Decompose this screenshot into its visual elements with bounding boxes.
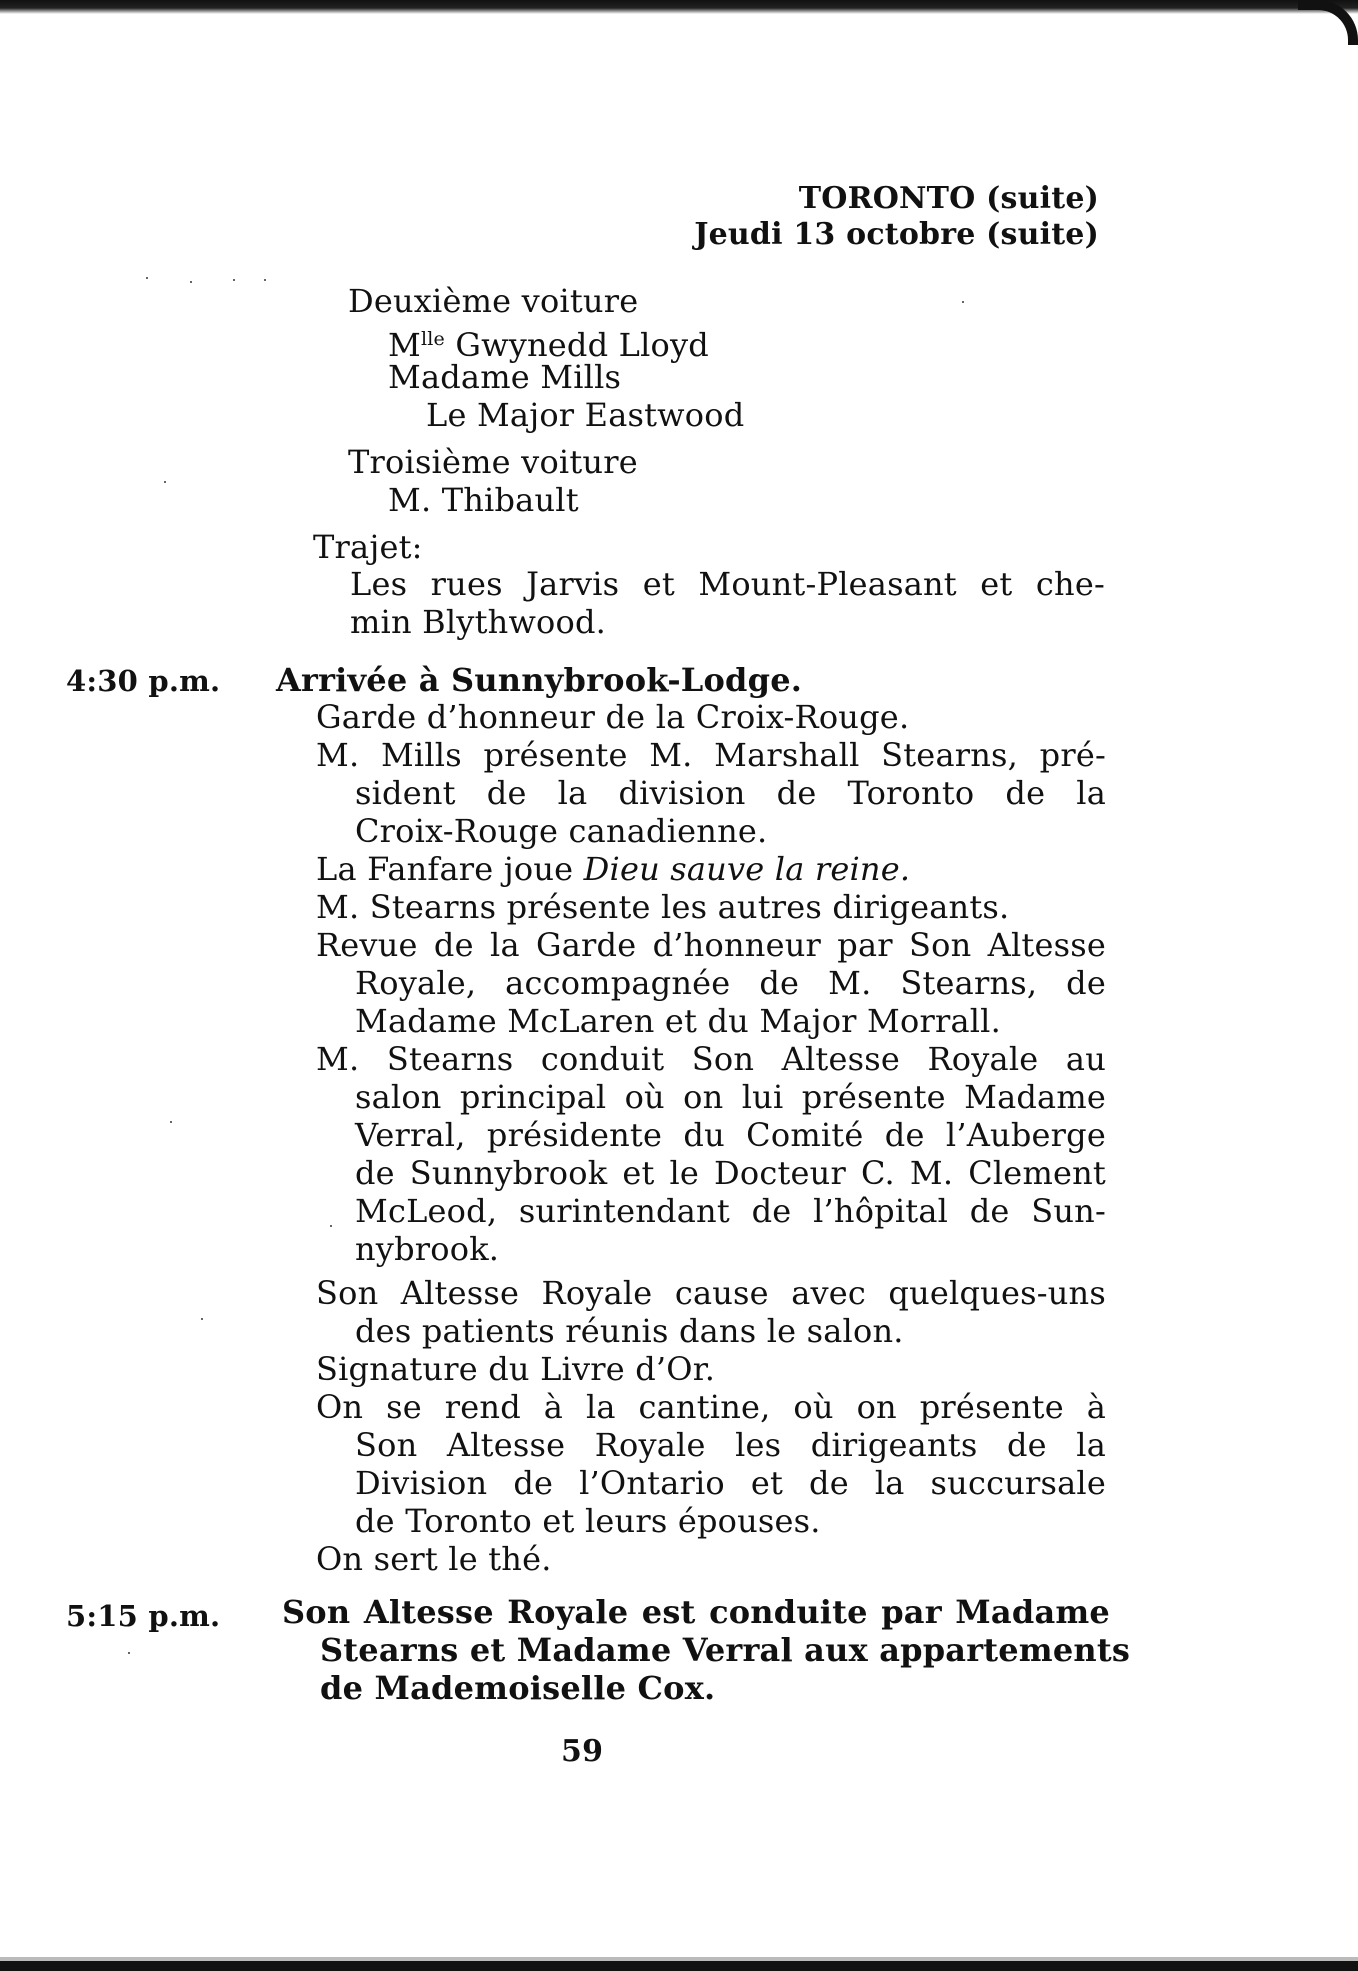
entry-line: Signature du Livre d’Or. — [316, 1350, 716, 1388]
page-number: 59 — [561, 1734, 604, 1769]
scan-speck — [164, 481, 166, 483]
entry-line: Stearns et Madame Verral aux appartements — [320, 1631, 1131, 1669]
fanfare-line — [316, 850, 910, 888]
mlle-name: Gwynedd Lloyd — [455, 326, 709, 364]
scan-speck — [962, 301, 964, 303]
scan-bottom-edge — [0, 1961, 1358, 1971]
entry-line: Verral, présidente du Comité de l’Auberge — [355, 1116, 1106, 1154]
entry-line: des patients réunis dans le salon. — [355, 1312, 904, 1350]
entry-line: Garde d’honneur de la Croix-Rouge. — [316, 698, 910, 736]
scan-top-edge — [0, 0, 1358, 14]
entry-line: de Sunnybrook et le Docteur C. M. Clement — [355, 1154, 1106, 1192]
entry-line: On sert le thé. — [316, 1540, 552, 1578]
entry-line: de Mademoiselle Cox. — [320, 1669, 716, 1707]
scan-speck — [128, 1652, 130, 1654]
entry-line: salon principal où on lui présente Madame — [355, 1078, 1106, 1116]
scan-speck — [330, 1225, 332, 1227]
third-car-title: Troisième voiture — [348, 443, 638, 481]
entry-line: Division de l’Ontario et de la succursale — [355, 1464, 1106, 1502]
entry-line: Madame McLaren et du Major Morrall. — [355, 1002, 1001, 1040]
entry-line: M. Stearns conduit Son Altesse Royale au — [316, 1040, 1106, 1078]
entry-line: M. Stearns présente les autres dirigeants. — [316, 888, 1010, 926]
entry-line: On se rend à la cantine, où on présente à — [316, 1388, 1106, 1426]
entry-line: M. Mills présente M. Marshall Stearns, pré- — [316, 736, 1106, 774]
entry-line: sident de la division de Toronto de la — [355, 774, 1106, 812]
entry-line: Royale, accompagnée de M. Stearns, de — [355, 964, 1106, 1002]
entry-line: Son Altesse Royale est conduite par Madame — [282, 1593, 1110, 1631]
anthem-title: Dieu sauve la reine. — [583, 850, 911, 888]
second-car-title: Deuxième voiture — [348, 282, 639, 320]
header-city: TORONTO (suite) — [798, 181, 1099, 216]
entry-line: de Toronto et leurs épouses. — [355, 1502, 821, 1540]
entry-line: nybrook. — [355, 1230, 500, 1268]
passenger-mills: Madame Mills — [388, 358, 622, 396]
entry-line: Son Altesse Royale cause avec quelques-uns — [316, 1274, 1106, 1312]
mlle-superscript: lle — [420, 328, 445, 350]
entry-time: 4:30 p.m. — [66, 664, 221, 698]
entry-title: Arrivée à Sunnybrook-Lodge. — [276, 661, 803, 699]
route-line: min Blythwood. — [350, 603, 607, 641]
route-label: Trajet: — [313, 528, 423, 566]
entry-line: McLeod, surintendant de l’hôpital de Sun- — [355, 1192, 1106, 1230]
scan-speck — [146, 277, 148, 279]
fanfare-text: La Fanfare joue — [316, 850, 584, 888]
scan-speck — [233, 279, 235, 281]
entry-time: 5:15 p.m. — [66, 1599, 221, 1633]
mlle-prefix: M — [388, 326, 421, 364]
scan-speck — [201, 1318, 203, 1320]
entry-line: Son Altesse Royale les dirigeants de la — [355, 1426, 1106, 1464]
header-date: Jeudi 13 octobre (suite) — [694, 217, 1099, 252]
scan-speck — [264, 279, 266, 281]
passenger-eastwood: Le Major Eastwood — [426, 396, 745, 434]
entry-line: Revue de la Garde d’honneur par Son Altesse — [316, 926, 1106, 964]
route-line: Les rues Jarvis et Mount-Pleasant et che- — [350, 565, 1105, 603]
passenger-thibault: M. Thibault — [388, 481, 579, 519]
scan-speck — [170, 1121, 172, 1123]
entry-line: Croix-Rouge canadienne. — [355, 812, 768, 850]
scan-speck — [190, 281, 192, 283]
